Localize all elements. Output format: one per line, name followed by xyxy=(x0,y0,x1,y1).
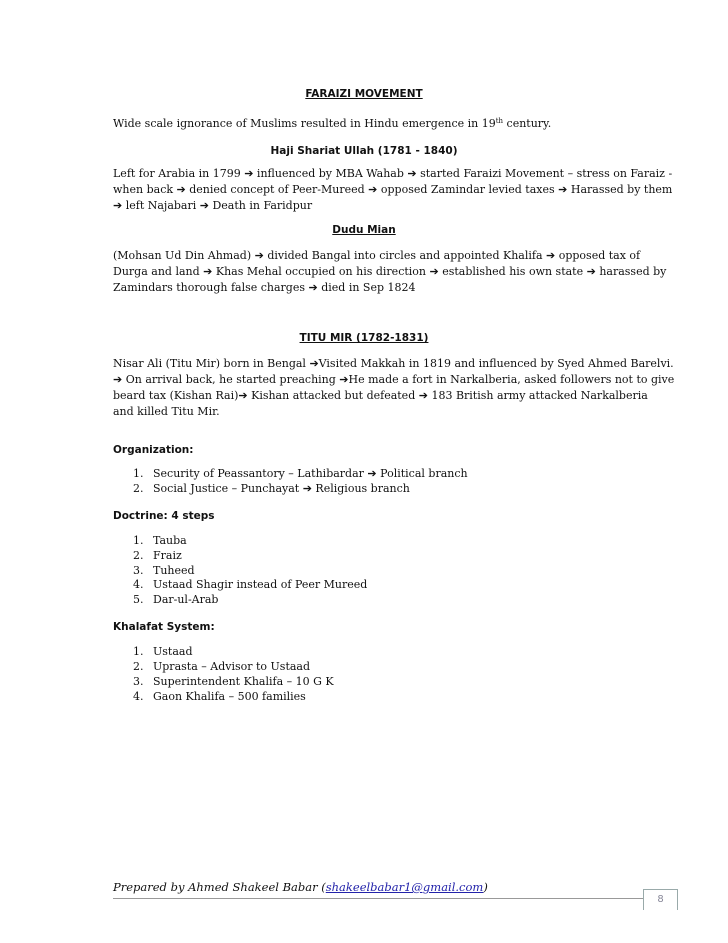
list-item xyxy=(133,534,187,547)
list-item xyxy=(133,690,306,703)
list-item xyxy=(133,549,182,562)
list-number: 2. xyxy=(133,482,144,495)
intro-text xyxy=(113,117,551,130)
list-text: Tauba xyxy=(153,534,187,547)
dudu-heading: Dudu Mian xyxy=(332,224,396,236)
list-text: Ustaad xyxy=(153,645,193,658)
footer-divider xyxy=(113,898,643,899)
dudu-line-3: Zamindars thorough false charges ➔ died in Sep 1824 xyxy=(113,281,416,294)
list-text: Security of Peassantory – Lathibardar ➔ Political branch xyxy=(153,467,468,480)
titu-line-3: beard tax (Kishan Rai)➔ Kishan attacked but defeated ➔ 183 British army attacked Narkalberia xyxy=(113,389,648,402)
list-text: Fraiz xyxy=(153,549,182,562)
list-number: 5. xyxy=(133,593,144,606)
footer-prefix: Prepared by Ahmed Shakeel Babar ( xyxy=(113,880,326,894)
list-item xyxy=(133,467,468,480)
list-item xyxy=(133,564,195,577)
list-item xyxy=(133,675,334,688)
list-item xyxy=(133,660,310,673)
list-text: Social Justice – Punchayat ➔ Religious branch xyxy=(153,482,410,495)
list-number: 2. xyxy=(133,549,144,562)
list-text: Tuheed xyxy=(153,564,195,577)
titu-line-4: and killed Titu Mir. xyxy=(113,405,220,418)
list-item xyxy=(133,593,218,606)
organization-heading: Organization: xyxy=(113,444,194,456)
list-number: 2. xyxy=(133,660,144,673)
page-title: FARAIZI MOVEMENT xyxy=(305,88,423,100)
list-number: 4. xyxy=(133,578,144,591)
list-text: Ustaad Shagir instead of Peer Mureed xyxy=(153,578,368,591)
footer-credit xyxy=(113,880,488,894)
haji-line-2: when back ➔ denied concept of Peer-Mureed ➔ opposed Zamindar levied taxes ➔ Harassed by them xyxy=(113,183,673,196)
titu-line-2: ➔ On arrival back, he started preaching ➔He made a fort in Narkalberia, asked followers not to give xyxy=(113,373,675,386)
titu-heading: TITU MIR (1782-1831) xyxy=(299,332,429,344)
list-item xyxy=(133,482,410,495)
list-text: Gaon Khalifa – 500 families xyxy=(153,690,306,703)
dudu-line-2: Durga and land ➔ Khas Mehal occupied on his direction ➔ established his own state ➔ harassed by xyxy=(113,265,667,278)
intro-after: century. xyxy=(503,117,552,130)
footer-suffix: ) xyxy=(483,880,488,894)
list-item xyxy=(133,645,193,658)
haji-line-1: Left for Arabia in 1799 ➔ influenced by MBA Wahab ➔ started Faraizi Movement – stress on Faraiz - xyxy=(113,167,673,180)
list-text: Superintendent Khalifa – 10 G K xyxy=(153,675,334,688)
dudu-line-1: (Mohsan Ud Din Ahmad) ➔ divided Bangal into circles and appointed Khalifa ➔ opposed tax of xyxy=(113,249,641,262)
titu-line-1: Nisar Ali (Titu Mir) born in Bengal ➔Visited Makkah in 1819 and influenced by Syed Ahmed Barelvi. xyxy=(113,357,674,370)
haji-heading: Haji Shariat Ullah (1781 - 1840) xyxy=(270,145,458,157)
doctrine-heading: Doctrine: 4 steps xyxy=(113,510,215,522)
list-number: 4. xyxy=(133,690,144,703)
footer-email-link[interactable]: shakeelbabar1@gmail.com xyxy=(325,880,484,894)
khalafat-heading: Khalafat System: xyxy=(113,621,215,633)
list-text: Uprasta – Advisor to Ustaad xyxy=(153,660,311,673)
page-number: 8 xyxy=(643,889,678,910)
haji-line-3: ➔ left Najabari ➔ Death in Faridpur xyxy=(113,199,313,212)
list-number: 1. xyxy=(133,645,144,658)
intro-sup: th xyxy=(495,117,504,125)
list-number: 3. xyxy=(133,564,144,577)
list-number: 1. xyxy=(133,534,144,547)
list-text: Dar-ul-Arab xyxy=(153,593,219,606)
list-number: 3. xyxy=(133,675,144,688)
list-item xyxy=(133,578,367,591)
intro-before: Wide scale ignorance of Muslims resulted in Hindu emergence in 19 xyxy=(113,117,496,130)
list-number: 1. xyxy=(133,467,144,480)
